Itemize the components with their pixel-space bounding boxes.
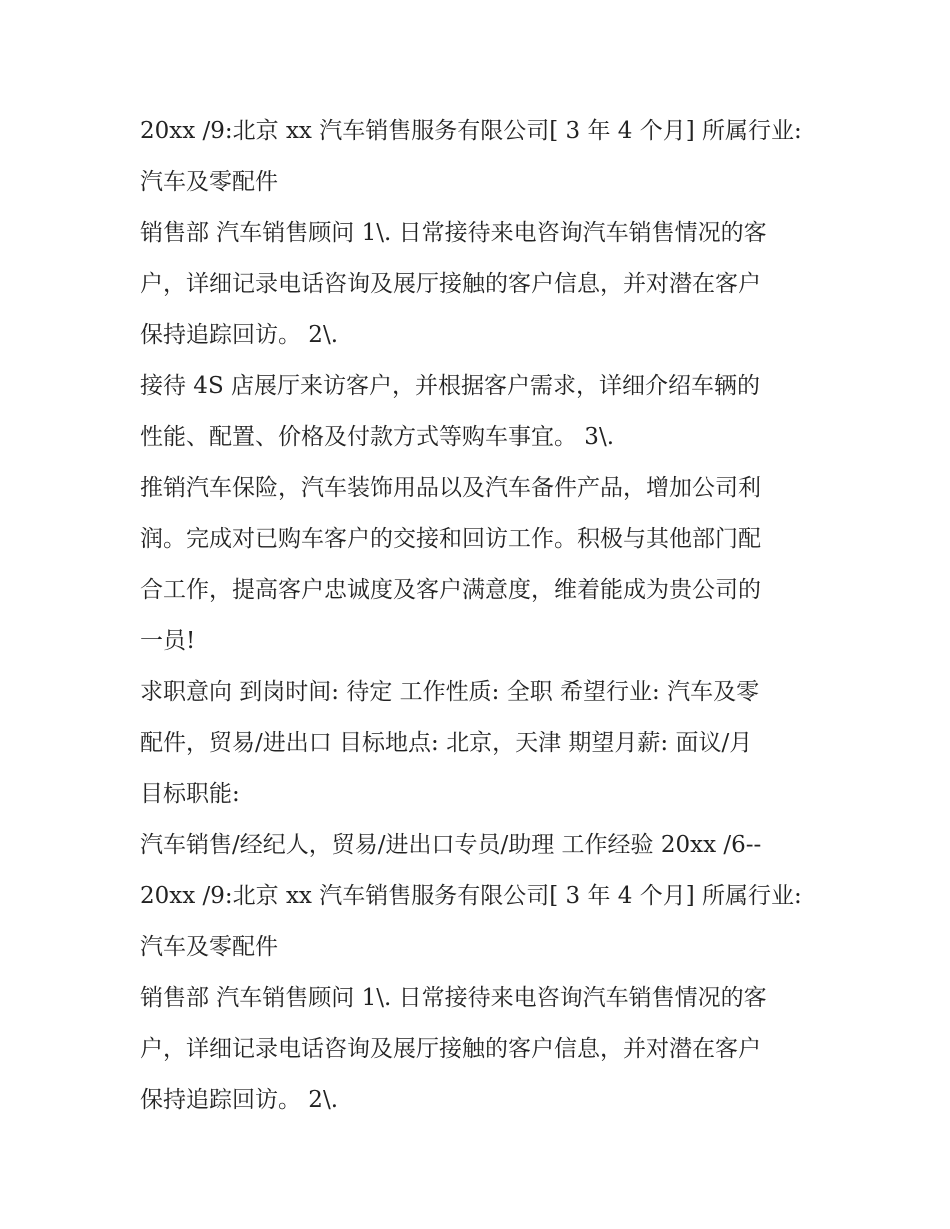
text-line: 润。完成对已购车客户的交接和回访工作。积极与其他部门配 [140,526,761,552]
text-line: 合工作，提高客户忠诚度及客户满意度，维着能成为贵公司的 [140,577,761,603]
text-line: 20xx /9:北京 xx 汽车销售服务有限公司[ 3 年 4 个月] 所属行业: [140,118,802,144]
text-line: 性能、配置、价格及付款方式等购车事宜。 3\. [140,424,615,450]
text-line: 20xx /9:北京 xx 汽车销售服务有限公司[ 3 年 4 个月] 所属行业: [140,883,802,909]
text-line: 接待 4S 店展厅来访客户，并根据客户需求，详细介绍车辆的 [140,373,761,399]
text-line: 目标职能: [140,781,240,807]
text-line: 一员! [140,628,196,654]
text-line: 汽车销售/经纪人，贸易/进出口专员/助理 工作经验 20xx /6-- [140,832,762,858]
text-line: 销售部 汽车销售顾问 1\. 日常接待来电咨询汽车销售情况的客 [140,985,767,1011]
text-line: 汽车及零配件 [140,169,278,195]
text-line: 户，详细记录电话咨询及展厅接触的客户信息，并对潜在客户 [140,271,761,297]
text-line: 推销汽车保险，汽车装饰用品以及汽车备件产品，增加公司利 [140,475,761,501]
text-line: 销售部 汽车销售顾问 1\. 日常接待来电咨询汽车销售情况的客 [140,220,767,246]
document-body [140,106,840,1126]
text-line: 保持追踪回访。 2\. [140,322,339,348]
text-line: 配件，贸易/进出口 目标地点: 北京，天津 期望月薪: 面议/月 [140,730,753,756]
text-line: 汽车及零配件 [140,934,278,960]
text-line: 户，详细记录电话咨询及展厅接触的客户信息，并对潜在客户 [140,1036,761,1062]
text-line: 求职意向 到岗时间: 待定 工作性质: 全职 希望行业: 汽车及零 [140,679,760,705]
text-line: 保持追踪回访。 2\. [140,1087,339,1113]
